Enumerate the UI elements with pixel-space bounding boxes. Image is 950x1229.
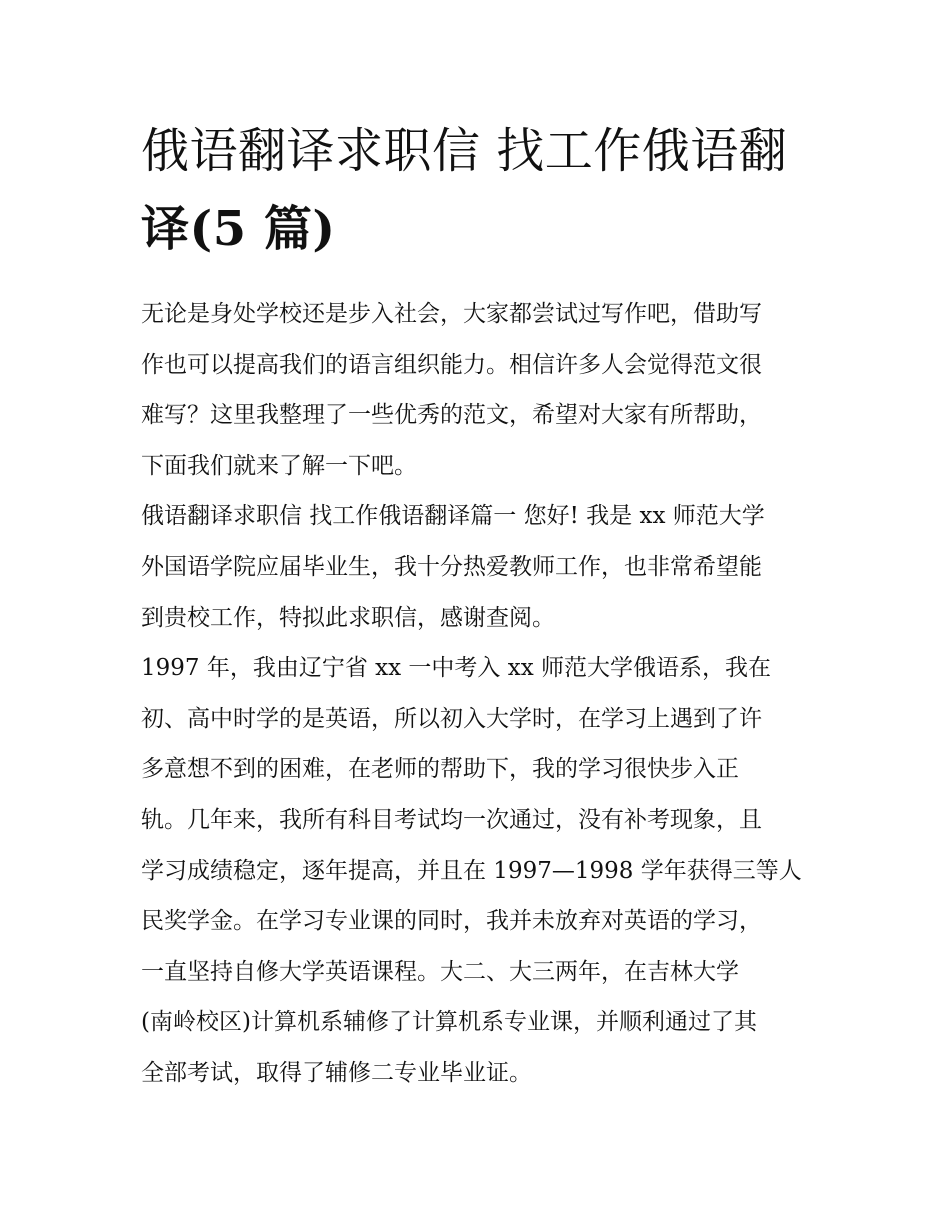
title-line-1: 俄语翻译求职信 找工作俄语翻 — [141, 123, 788, 179]
paragraph-line: 初、高中时学的是英语，所以初入大学时，在学习上遇到了许 — [141, 705, 762, 732]
paragraph-line: 多意想不到的困难，在老师的帮助下，我的学习很快步入正 — [141, 756, 739, 783]
paragraph-line: (南岭校区)计算机系辅修了计算机系专业课，并顺利通过了其 — [141, 1009, 757, 1036]
paragraph-line: 一直坚持自修大学英语课程。大二、大三两年，在吉林大学 — [141, 958, 739, 985]
paragraph-line: 到贵校工作，特拟此求职信，感谢查阅。 — [141, 604, 555, 631]
paragraph-line: 全部考试，取得了辅修二专业毕业证。 — [141, 1059, 532, 1086]
paragraph-line: 难写？这里我整理了一些优秀的范文，希望对大家有所帮助， — [141, 402, 762, 429]
paragraph-line: 轨。几年来，我所有科目考试均一次通过，没有补考现象，且 — [141, 806, 762, 833]
paragraph-line: 1997 年，我由辽宁省 xx 一中考入 xx 师范大学俄语系，我在 — [141, 655, 771, 682]
paragraph-intro — [141, 289, 813, 491]
document-body — [141, 289, 813, 1099]
paragraph-education — [141, 643, 813, 1098]
paragraph-line: 外国语学院应届毕业生，我十分热爱教师工作，也非常希望能 — [141, 553, 762, 580]
document-title — [141, 112, 813, 268]
paragraph-line: 下面我们就来了解一下吧。 — [141, 452, 417, 479]
paragraph-line: 俄语翻译求职信 找工作俄语翻译篇一 您好! 我是 xx 师范大学 — [141, 503, 765, 530]
paragraph-line: 无论是身处学校还是步入社会，大家都尝试过写作吧，借助写 — [141, 301, 762, 327]
paragraph-letter-opening — [141, 491, 813, 643]
paragraph-line: 民奖学金。在学习专业课的同时，我并未放弃对英语的学习， — [141, 908, 762, 935]
document-page — [141, 112, 813, 1099]
title-line-2: 译(5 篇) — [141, 201, 336, 257]
paragraph-line: 学习成绩稳定，逐年提高，并且在 1997—1998 学年获得三等人 — [141, 857, 802, 884]
paragraph-line: 作也可以提高我们的语言组织能力。相信许多人会觉得范文很 — [141, 351, 762, 378]
